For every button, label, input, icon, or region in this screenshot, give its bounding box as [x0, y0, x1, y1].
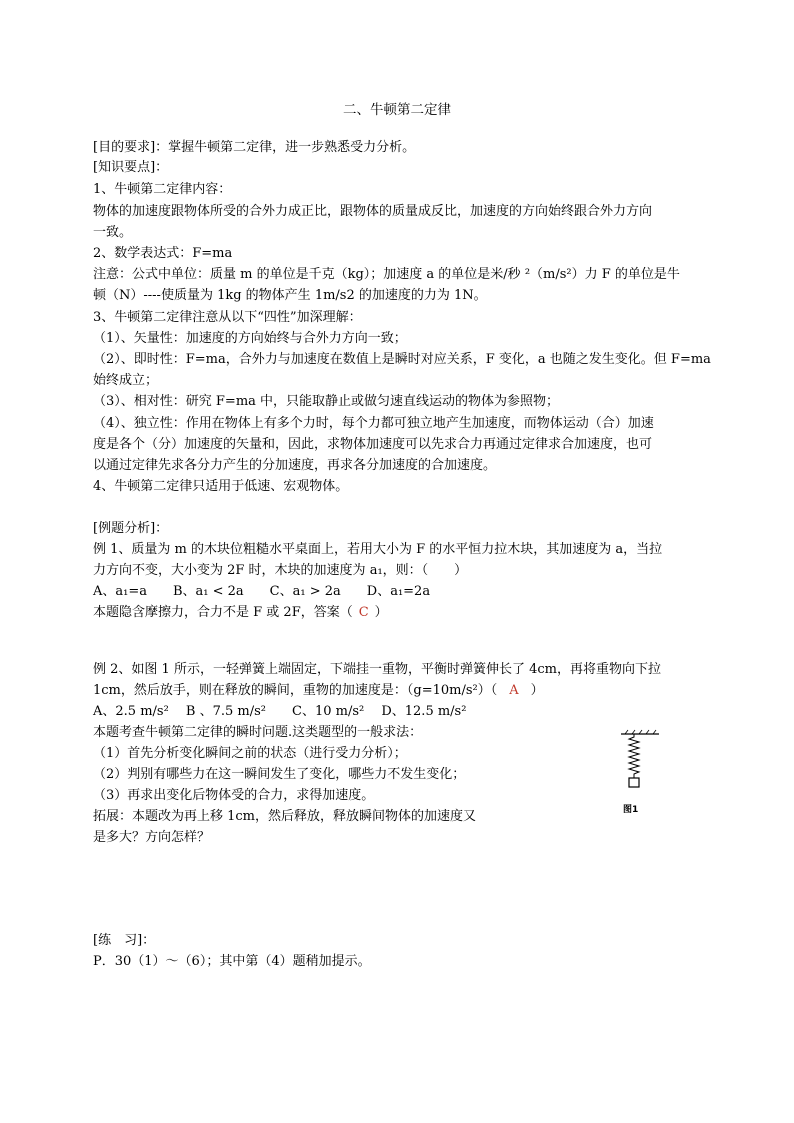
example-1-options: A、a₁=a B、a₁ < 2a C、a₁ > 2a D、a₁=2a: [93, 584, 431, 599]
example-1-answer-suffix: ）: [374, 605, 388, 620]
example-1-line-1: 例 1、质量为 m 的木块位粗糙水平桌面上，若用大小为 F 的水平恒力拉木块，其加速度为 a，当拉: [93, 542, 663, 557]
knowledge-heading: [知识要点]：: [93, 160, 169, 175]
spring-coil: [629, 734, 639, 778]
knowledge-3-item-1: （1）、矢量性：加速度的方向始终与合外力方向一致；: [93, 331, 407, 346]
knowledge-3-item-4-line-3: 以通过定律先求各分力产生的分加速度，再求各分加速度的合加速度。: [93, 458, 497, 473]
example-1-answer-prefix: 本题隐含摩擦力，合力不是 F 或 2F，答案（: [93, 605, 353, 620]
knowledge-2-title: 2、数学表达式：F=ma: [93, 246, 233, 261]
example-2-method-3: （2）判别有哪些力在这一瞬间发生了变化，哪些力不发生变化；: [93, 767, 466, 782]
knowledge-1-title: 1、牛顿第二定律内容：: [93, 182, 232, 197]
knowledge-2-note-line-1: 注意：公式中单位：质量 m 的单位是千克（kg）；加速度 a 的单位是米/秒 ²（m/s²）力 F 的单位是牛: [93, 267, 680, 282]
example-2-method-2: （1）首先分析变化瞬间之前的状态（进行受力分析）；: [93, 746, 407, 761]
example-1-answer: C: [358, 605, 369, 620]
goal-line: [目的要求]：掌握牛顿第二定律，进一步熟悉受力分析。: [93, 140, 416, 155]
example-2-line-2-prefix: 1cm，然后放手，则在释放的瞬间，重物的加速度是：（g=10m/s²）（: [93, 683, 498, 698]
example-2-options: A、2.5 m/s² B 、7.5 m/s² C、10 m/s² D、12.5 m/s²: [93, 704, 467, 719]
knowledge-2-note-line-2: 顿（N）----使质量为 1kg 的物体产生 1m/s2 的加速度的力为 1N。: [93, 288, 487, 303]
extension-line-1: 拓展：本题改为再上移 1cm，然后释放，释放瞬间物体的加速度又: [93, 809, 477, 824]
knowledge-4: 4、牛顿第二定律只适用于低速、宏观物体。: [93, 479, 349, 494]
figure-caption: 图1: [623, 805, 639, 815]
practice-heading: [练 习]：: [93, 933, 156, 948]
example-2-line-2-suffix: ）: [530, 683, 544, 698]
example-2-line-1: 例 2、如图 1 所示，一轻弹簧上端固定，下端挂一重物，平衡时弹簧伸长了 4cm，再将重物向下拉: [93, 662, 661, 677]
knowledge-1-body-line-1: 物体的加速度跟物体所受的合外力成正比，跟物体的质量成反比，加速度的方向始终跟合外力方向: [93, 204, 653, 219]
knowledge-1-body-line-2: 一致。: [93, 225, 133, 240]
examples-heading: [例题分析]：: [93, 521, 169, 536]
example-2-answer: A: [509, 683, 519, 698]
example-2-line-2: [93, 682, 544, 699]
example-1-answer-line: [93, 604, 388, 621]
knowledge-3-item-2-line-2: 始终成立；: [93, 373, 159, 388]
page-title: 二、牛顿第二定律: [343, 102, 451, 118]
practice-body: P．30（1）～（6）；其中第（4）题稍加提示。: [93, 954, 371, 969]
example-2-method-1: 本题考查牛顿第二定律的瞬时问题.这类题型的一般求法：: [93, 725, 423, 740]
extension-line-2: 是多大？方向怎样？: [93, 830, 211, 845]
knowledge-3-item-3: （3）、相对性：研究 F=ma 中，只能取静止或做匀速直线运动的物体为参照物；: [93, 394, 560, 409]
example-2-method-4: （3）再求出变化后物体受的合力，求得加速度。: [93, 788, 375, 803]
knowledge-3-item-4-line-2: 度是各个（分）加速度的矢量和，因此，求物体加速度可以先求合力再通过定律求合加速度，也可: [93, 437, 653, 452]
example-1-line-2: 力方向不变，大小变为 2F 时，木块的加速度为 a₁，则：（ ）: [93, 563, 468, 578]
knowledge-3-item-2-line-1: （2）、即时性：F=ma，合外力与加速度在数值上是瞬时对应关系，F 变化，a 也随之发生变化。但 F=ma: [93, 352, 711, 367]
knowledge-3-title: 3、牛顿第二定律注意从以下“四性”加深理解：: [93, 310, 362, 325]
weight-block: [629, 778, 639, 787]
knowledge-3-item-4-line-1: （4）、独立性：作用在物体上有多个力时，每个力都可独立地产生加速度，而物体运动（合）加速: [93, 416, 654, 431]
